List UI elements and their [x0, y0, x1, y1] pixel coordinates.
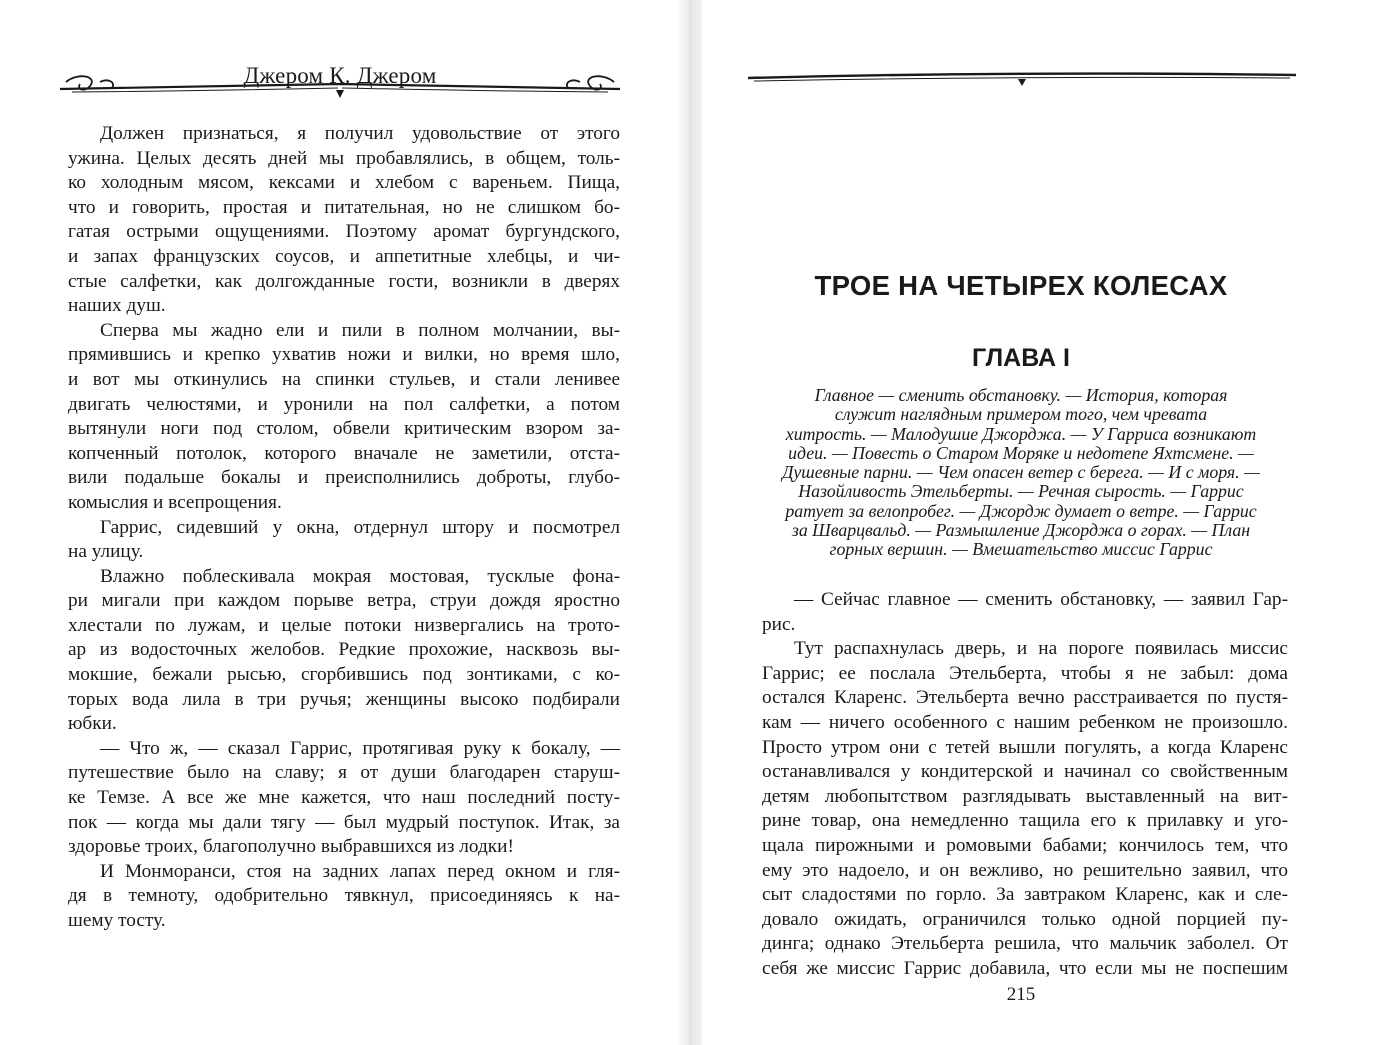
- text-line: пок — когда мы дали тягу — был мудрый поступок. Итак, за: [68, 811, 620, 833]
- text-line: довало ожидать, ограничился только одной порцией пу-: [762, 908, 1288, 930]
- chapter-synopsis: [748, 386, 1294, 560]
- text-line: копченный потолок, которого вначале не заметили, отста-: [68, 442, 620, 464]
- text-line: ужина. Целых десять дней мы пробавлялись, в общем, толь-: [68, 147, 620, 169]
- text-line: Гаррис, сидевший у окна, отдернул штору и посмотрел: [100, 516, 620, 538]
- synopsis-line: за Шварцвальд. — Размышление Джорджа о горах. — План: [791, 520, 1251, 541]
- text-line: ко холодным мясом, кексами и хлебом с вареньем. Пища,: [68, 172, 620, 194]
- text-line: — Сейчас главное — сменить обстановку, — заявил Гар-: [794, 589, 1288, 610]
- text-line: гатая острыми ощущениями. Поэтому аромат бургундского,: [68, 221, 620, 243]
- text-line: вытянули ноги под столом, обвели критическим взором за-: [68, 418, 620, 440]
- text-line: Просто утром они с тетей вышли погулять, а когда Кларенс: [762, 736, 1288, 758]
- text-line: хлестали по лужам, и целые потоки низвергались на трото-: [68, 614, 620, 636]
- text-line: динга; однако Этельберта решила, что мальчик заболел. От: [762, 933, 1288, 955]
- chapter-title: ГЛАВА I: [972, 344, 1070, 372]
- text-line: останавливался у кондитерской и начинал со свойственным: [762, 761, 1288, 783]
- text-line: комыслия и всепрощения.: [68, 491, 282, 513]
- text-line: щала пирожными и ромовыми бабами; кончилось тем, что: [762, 834, 1288, 856]
- synopsis-line: идеи. — Повесть о Старом Моряке и недотепе Яхтсмене. —: [788, 442, 1254, 463]
- text-line: Должен признаться, я получил удовольствие от этого: [100, 123, 620, 144]
- left-page-body: [68, 122, 620, 934]
- text-line: И Монморанси, стоя на задних лапах перед окном и гля-: [100, 860, 620, 882]
- synopsis-line: хитрость. — Малодушие Джорджа. — У Гарриса возникают: [785, 423, 1257, 444]
- synopsis-line: Душевные парни. — Чем опасен ветер с берега. — И с моря. —: [782, 462, 1260, 483]
- text-line: себя же миссис Гаррис добавила, что если мы не поспешим: [762, 957, 1288, 979]
- text-line: кам — ничего особенного с нашим ребенком не произошло.: [762, 711, 1288, 733]
- text-line: на улицу.: [68, 541, 144, 563]
- text-line: торых вода лила в три ручья; женщины высоко подбирали: [68, 688, 620, 710]
- running-head-title: Джером К. Джером: [243, 63, 437, 88]
- synopsis-line: ратует за велопробег. — Джордж думает о ветре. — Гаррис: [785, 500, 1257, 521]
- text-line: Гаррис; ее послала Этельберта, чтобы я не забыл: дома: [762, 662, 1288, 684]
- text-line: рис.: [762, 613, 796, 635]
- text-line: двигать челюстями, и уронили на пол салфетки, а потом: [68, 393, 620, 415]
- text-line: здоровье троих, благополучно выбравшихся из лодки!: [68, 836, 514, 858]
- text-line: прямившись и крепко ухватив ножи и вилки, но время шло,: [68, 344, 620, 366]
- text-line: ри мигали при каждом порыве ветра, струи дождя яростно: [68, 590, 620, 612]
- synopsis-line: служит наглядным примером того, чем чревата: [834, 404, 1208, 425]
- decorative-rule-icon: [748, 66, 1296, 88]
- text-line: Влажно поблескивала мокрая мостовая, тусклые фона-: [100, 565, 620, 587]
- text-line: детям любопытством разглядывать выставленный на вит-: [762, 785, 1288, 807]
- text-line: вили подальше бокалы и преисполнились доброты, глубо-: [68, 467, 620, 489]
- text-line: ар из водосточных желобов. Редкие прохожие, насквозь вы-: [68, 639, 620, 661]
- text-line: юбки.: [68, 713, 117, 735]
- text-line: ке Темзе. А все же мне кажется, что наш последний посту-: [68, 787, 620, 809]
- text-line: наших душ.: [68, 295, 166, 317]
- text-line: стые салфетки, как долгожданные гости, возникли в дверях: [68, 270, 620, 292]
- text-line: путешествие было на славу; я от души благодарен старуш-: [68, 762, 620, 784]
- text-line: остался Кларенс. Этельберта вечно расстраивается по пустя-: [762, 687, 1288, 709]
- right-page-body: [762, 588, 1288, 982]
- text-line: сыт сладостями по горло. За завтраком Кларенс, как и сле-: [762, 884, 1288, 906]
- page-number: 215: [1006, 984, 1036, 1005]
- running-head: [60, 60, 620, 106]
- book-title: ТРОЕ НА ЧЕТЫРЕХ КОЛЕСАХ: [814, 270, 1228, 301]
- synopsis-line: горных вершин. — Вмешательство миссис Гаррис: [829, 539, 1213, 560]
- text-line: рине товар, она немедленно тащила его к прилавку и уго-: [762, 810, 1288, 832]
- synopsis-line: Главное — сменить обстановку. — История, которая: [814, 385, 1228, 405]
- text-line: дя в темноту, одобрительно тявкнул, присоединяясь к на-: [68, 885, 620, 907]
- text-line: Тут распахнулась дверь, и на пороге появилась миссис: [794, 638, 1288, 660]
- text-line: что и говорить, простая и питательная, но не слишком бо-: [68, 196, 620, 218]
- text-line: шему тосту.: [68, 910, 166, 931]
- text-line: и вот мы откинулись на спинки стульев, и стали ленивее: [68, 368, 620, 390]
- text-line: — Что ж, — сказал Гаррис, протягивая руку к бокалу, —: [100, 737, 620, 759]
- text-line: мокшие, бежали рысью, сгорбившись под зонтиками, с ко-: [68, 664, 620, 686]
- book-gutter: [676, 0, 702, 1045]
- synopsis-line: Назойливость Этельберты. — Речная сырость. — Гаррис: [798, 481, 1244, 502]
- text-line: ему это надоело, и он вежливо, но решительно заявил, что: [762, 859, 1288, 881]
- text-line: и запах французских соусов, и аппетитные хлебцы, и чи-: [68, 245, 620, 267]
- text-line: Сперва мы жадно ели и пили в полном молчании, вы-: [100, 319, 620, 341]
